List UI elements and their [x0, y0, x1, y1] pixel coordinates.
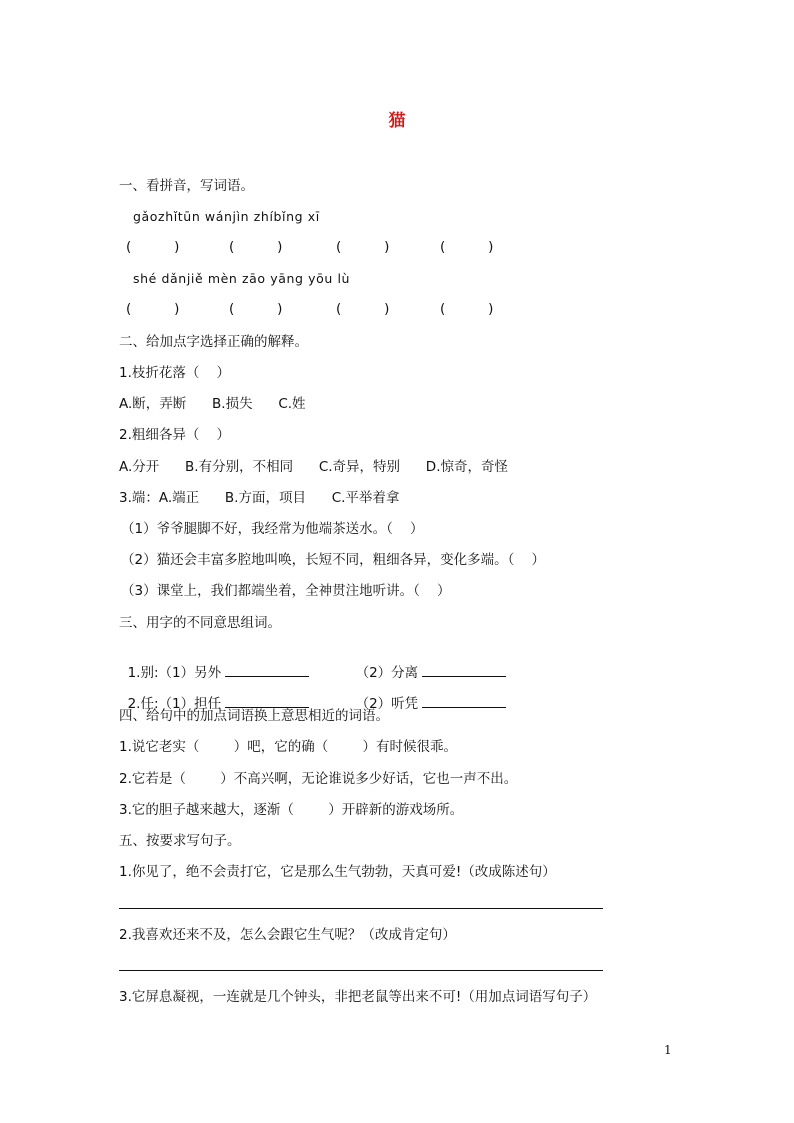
sentence-4-3: 3.它的胆子越来越大，逐渐（ ）开辟新的游戏场所。 [119, 802, 464, 818]
answer-paren: ( ) [229, 301, 283, 317]
answer-paren: ( ) [336, 301, 390, 317]
pinyin-row-2: shé dǎnjiě mèn zāo yāng yōu lù [133, 271, 351, 286]
word-prompt: （2）听凭 [355, 696, 419, 712]
word-prompt: （2）分离 [355, 665, 419, 681]
answer-line[interactable] [119, 908, 603, 909]
section1-heading: 一、看拼音，写词语。 [119, 178, 254, 194]
sentence-4-2: 2.它若是（ ）不高兴啊，无论谁说多少好话，它也一声不出。 [119, 771, 518, 787]
question-2-1-options: A.断，弄断 B.损失 C.姓 [119, 396, 306, 412]
answer-paren: ( ) [229, 239, 283, 255]
question-2-3-3: （3）课堂上，我们都端坐着，全神贯注地听讲。（ ） [121, 583, 451, 599]
sentence-5-1: 1.你见了，绝不会责打它，它是那么生气勃勃，天真可爱!（改成陈述句） [119, 864, 556, 880]
page-number: 1 [664, 1043, 672, 1057]
answer-paren: ( ) [440, 301, 494, 317]
answer-paren: ( ) [336, 239, 390, 255]
answer-blank[interactable] [422, 694, 506, 708]
section3-heading: 三、用字的不同意思组词。 [119, 615, 281, 631]
question-2-3-1: （1）爷爷腿脚不好，我经常为他端茶送水。（ ） [121, 521, 424, 537]
sentence-4-1: 1.说它老实（ ）吧，它的确（ ）有时候很乖。 [119, 739, 458, 755]
question-2-1: 1.枝折花落（ ） [119, 365, 231, 381]
answer-blank[interactable] [225, 694, 309, 708]
section2-heading: 二、给加点字选择正确的解释。 [119, 334, 308, 350]
word-prompt: 1.别:（1）另外 [127, 665, 222, 681]
sentence-5-2: 2.我喜欢还来不及，怎么会跟它生气呢？（改成肯定句） [119, 927, 456, 943]
section4-heading: 四、给句中的加点词语换上意思相近的词语。 [119, 708, 389, 724]
question-2-2: 2.粗细各异（ ） [119, 427, 231, 443]
sentence-5-3: 3.它屏息凝视，一连就是几个钟头，非把老鼠等出来不可!（用加点词语写句子） [119, 989, 597, 1005]
section5-heading: 五、按要求写句子。 [119, 833, 241, 849]
document-title: 猫 [388, 111, 406, 131]
answer-paren: ( ) [126, 239, 180, 255]
pinyin-row-1: gǎozhǐtūn wánjìn zhíbǐng xī [133, 209, 320, 224]
answer-paren: ( ) [440, 239, 494, 255]
answer-paren: ( ) [126, 301, 180, 317]
answer-line[interactable] [119, 970, 603, 971]
word-prompt: 2.任:（1）担任 [127, 696, 222, 712]
question-2-3-2: （2）猫还会丰富多腔地叫唤，长短不同，粗细各异，变化多端。（ ） [121, 552, 546, 568]
question-2-2-options: A.分开 B.有分别，不相同 C.奇异，特别 D.惊奇，奇怪 [119, 459, 508, 475]
answer-blank[interactable] [422, 663, 506, 677]
answer-blank[interactable] [225, 663, 309, 677]
question-2-3: 3.端：A.端正 B.方面，项目 C.平举着拿 [119, 490, 400, 506]
